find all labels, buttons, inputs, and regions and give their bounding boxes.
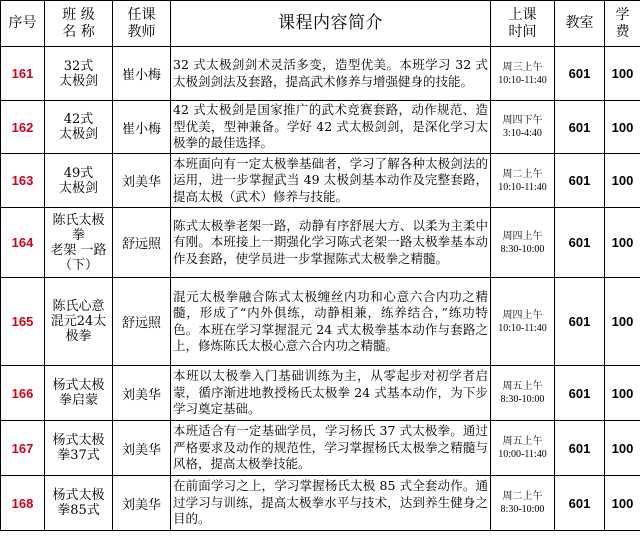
class-name-line: 拳85式	[57, 503, 100, 518]
classroom: 601	[555, 366, 605, 421]
class-hours: 8:30-10:00	[500, 243, 545, 255]
classroom: 601	[555, 47, 605, 101]
class-name-line: 太极剑	[58, 180, 98, 196]
class-day: 周二上午	[502, 168, 543, 180]
table-row	[1, 366, 640, 421]
header-fee-line1: 学	[615, 6, 630, 23]
course-number: 161	[1, 47, 45, 101]
course-number: 167	[1, 421, 45, 476]
course-description: 本班面向有一定太极拳基础者，学习了解各种太极剑法的运用，进一步掌握武当 49 太极剑基本动作及完整套路，提高太极（武术）修养与技能。	[171, 154, 491, 208]
header-room: 教室	[555, 1, 605, 47]
course-description: 混元太极拳融合陈式太极缠丝内功和心意六合内功之精髓，形成了“内外俱练，动静相兼，练养结合，”练功特色。本班在学习掌握混元 24 式太极拳基本动作与套路之上，修炼陈氏太极心意六合内功之精髓。	[171, 278, 491, 366]
course-description: 32 式太极剑剑术灵活多变，造型优美。本班学习 32 式太极剑剑法及套路，提高武术修养与增强健身的技能。	[171, 47, 491, 101]
teacher-name: 刘美华	[113, 366, 171, 421]
class-hours: 10:10-11:40	[498, 322, 547, 334]
course-description: 陈式太极拳老架一路，动静有序舒展大方、以柔为主柔中有刚。本班接上一期强化学习陈式老架一路太极拳基本动作及套路，使学员进一步掌握陈式太极拳之精髓。	[171, 208, 491, 278]
course-description: 在前面学习之上，学习掌握杨氏太极 85 式全套动作。通过学习与训练，提高太极拳水平与技术，达到养生健身之目的。	[171, 476, 491, 531]
header-row	[1, 1, 640, 47]
course-number: 168	[1, 476, 45, 531]
table-row	[1, 154, 640, 208]
class-hours: 10:10-11:40	[498, 74, 547, 86]
teacher-name: 刘美华	[113, 154, 171, 208]
class-name-line: 太极剑	[58, 73, 98, 89]
class-day: 周五上午	[502, 381, 543, 392]
class-name	[45, 208, 113, 278]
class-hours: 10:00-11:40	[498, 449, 547, 460]
teacher-name: 刘美华	[113, 476, 171, 531]
header-teacher-line2: 教师	[127, 23, 156, 40]
header-num: 序号	[1, 1, 45, 47]
course-number: 164	[1, 208, 45, 278]
tuition-fee: 100	[605, 366, 640, 421]
class-name-line: 陈氏心意	[52, 299, 105, 314]
header-class-line2: 名 称	[62, 23, 95, 40]
classroom: 601	[555, 208, 605, 278]
class-name-line: 混元24太	[50, 314, 107, 329]
class-time	[491, 278, 555, 366]
tuition-fee: 100	[605, 208, 640, 278]
class-name	[45, 47, 113, 101]
class-name-line: 杨式太极	[52, 433, 105, 448]
class-day: 周二上午	[502, 491, 543, 502]
classroom: 601	[555, 101, 605, 154]
class-name-line: 杨式太极	[52, 488, 105, 503]
tuition-fee: 100	[605, 101, 640, 154]
class-day: 周四下午	[502, 115, 543, 126]
classroom: 601	[555, 154, 605, 208]
class-name	[45, 476, 113, 531]
teacher-name: 舒远照	[113, 278, 171, 366]
table-row	[1, 208, 640, 278]
header-content: 课程内容简介	[171, 1, 491, 47]
course-description: 本班以太极拳入门基础训练为主，从零起步对初学者启蒙，循序渐进地教授杨氏太极拳 24 式基本动作，为下步学习奠定基础。	[171, 366, 491, 421]
tuition-fee: 100	[605, 47, 640, 101]
course-description: 本班适合有一定基础学员，学习杨氏 37 式太极拳。通过严格要求及动作的规范性，学习掌握杨氏太极拳之精髓与风格，提高太极拳技能。	[171, 421, 491, 476]
header-fee-line2: 费	[615, 23, 630, 40]
class-name-line: 陈氏太极拳	[52, 212, 105, 243]
table-row	[1, 47, 640, 101]
course-number: 166	[1, 366, 45, 421]
class-time	[491, 421, 555, 476]
class-hours: 8:30-10:00	[500, 394, 545, 405]
header-time	[491, 1, 555, 47]
teacher-name: 刘美华	[113, 421, 171, 476]
class-name-line: （下）	[58, 257, 98, 273]
class-day: 周四上午	[502, 309, 543, 321]
class-hours: 3:10-4:40	[503, 128, 542, 139]
classroom: 601	[555, 278, 605, 366]
table-row	[1, 476, 640, 531]
table-row	[1, 101, 640, 154]
header-teacher	[113, 1, 171, 47]
class-name-line: 42式	[63, 112, 94, 127]
teacher-name: 崔小梅	[113, 101, 171, 154]
class-time	[491, 208, 555, 278]
class-time	[491, 47, 555, 101]
class-name-line: 老架 一路	[50, 242, 107, 258]
header-class-line1: 班 级	[62, 6, 95, 23]
table-row	[1, 421, 640, 476]
class-name	[45, 421, 113, 476]
tuition-fee: 100	[605, 154, 640, 208]
class-day: 周五上午	[502, 436, 543, 447]
header-time-line1: 上课	[508, 6, 537, 23]
table-row	[1, 278, 640, 366]
course-number: 163	[1, 154, 45, 208]
tuition-fee: 100	[605, 278, 640, 366]
class-hours: 10:10-11:40	[498, 181, 547, 193]
course-description: 42 式太极剑是国家推广的武术竞赛套路，动作规范、造型优美，型神兼备。学好 42 式太极剑剑，是深化学习太极拳的最佳选择。	[171, 101, 491, 154]
teacher-name: 舒远照	[113, 208, 171, 278]
header-class-name	[45, 1, 113, 47]
class-time	[491, 366, 555, 421]
class-time	[491, 476, 555, 531]
tuition-fee: 100	[605, 421, 640, 476]
class-name-line: 拳37式	[57, 448, 100, 463]
class-name-line: 49式	[63, 165, 94, 181]
class-name-line: 极拳	[65, 329, 92, 344]
class-name	[45, 154, 113, 208]
tuition-fee: 100	[605, 476, 640, 531]
course-number: 162	[1, 101, 45, 154]
classroom: 601	[555, 421, 605, 476]
class-name	[45, 278, 113, 366]
class-day: 周三上午	[502, 61, 543, 73]
header-fee	[605, 1, 640, 47]
classroom: 601	[555, 476, 605, 531]
class-hours: 8:30-10:00	[500, 504, 545, 515]
class-name-line: 杨式太极	[52, 378, 105, 393]
class-day: 周四上午	[502, 230, 543, 242]
class-name	[45, 366, 113, 421]
header-teacher-line1: 任课	[127, 6, 156, 23]
class-name	[45, 101, 113, 154]
class-time	[491, 154, 555, 208]
class-name-line: 拳启蒙	[58, 393, 98, 408]
class-name-line: 太极剑	[58, 127, 98, 142]
header-time-line2: 时间	[508, 23, 537, 40]
class-name-line: 32式	[63, 58, 94, 74]
class-time	[491, 101, 555, 154]
teacher-name: 崔小梅	[113, 47, 171, 101]
course-number: 165	[1, 278, 45, 366]
